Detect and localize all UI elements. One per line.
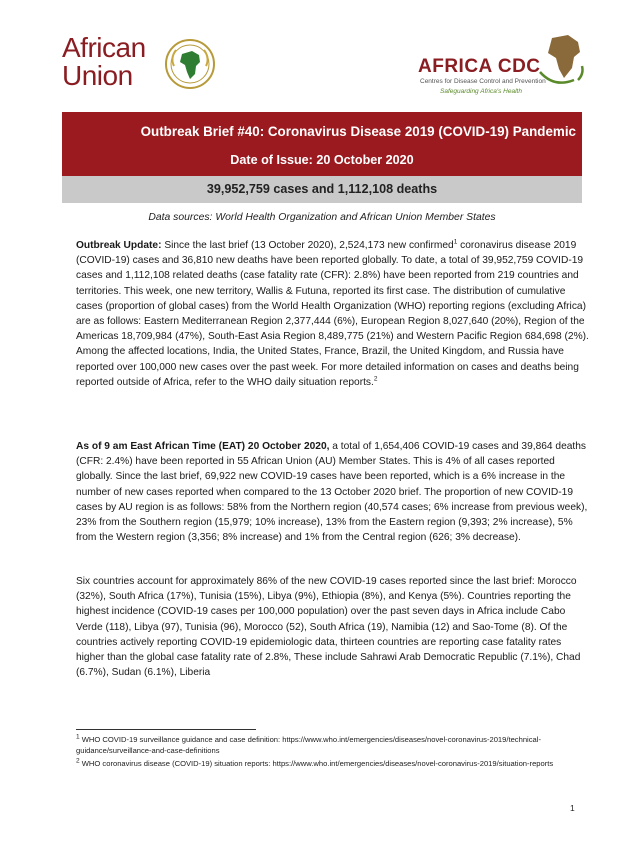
cdc-name: AFRICA CDC (418, 56, 541, 77)
paragraph-country-breakdown: Six countries account for approximately 86% of the new COVID-19 cases reported since the last brief: Morocco (32%), South Africa (17%), Tunisia (15%), Libya (9%), Ethiopia (8%), and Kenya (5%). Countries reporting the highest incidence (COVID-19 cases per 100,000 population) over the past seven days in Africa include Cabo Verde (118), Libya (97), Tunisia (96), Morocco (52), South Africa (19), Namibia (12) and Sao-Tome (8). Of the countries actively reporting COVID-19 epidemiologic data, thirteen countries are reporting case fatality rates higher than the global case fatality rate of 2.8%, These include Sahrawi Arab Democratic Republic (7.1%), Chad (6.7%), Sudan (6.1%), Liberia (76, 576, 581, 679)
footnote-1: $^1$ WHO COVID-19 surveillance guidance and case definition: https://www.who.int/emergencies/diseases/novel-coronavirus-2019/technical-guidance/surveillance-and-case-definitions (76, 733, 541, 755)
data-sources: Data sources: World Health Organization and African Union Member States (148, 212, 496, 223)
african-union-logo (62, 34, 212, 94)
brief-title: Outbreak Brief #40: Coronavirus Disease 2019 (COVID-19) Pandemic (140, 124, 576, 139)
issue-date: Date of Issue: 20 October 2020 (230, 153, 414, 167)
paragraph-text: Since the last brief (13 October 2020), 2,524,173 new confirmed (161, 240, 454, 251)
au-emblem-icon (162, 36, 218, 92)
paragraph-text: a total of 1,654,406 COVID-19 cases and 39,864 deaths (CFR: 2.4%) have been reported in 55 African Union (AU) Member States. This is 4% of all cases reported globally. Since the last brief, 69,922 new COVID-19 cases have been reported, which is a 6% increase in the number of new cases reported when compared to the 13 October 2020 brief. The proportion of new COVID-19 cases by AU region is as follows: 58% from the Northern region (40,574 cases; 6% increase from previous week), 23% from the Southern region (15,979; 10% increase), 13% from the Eastern region (9,393; 2% increase), 5% from the Western region (3,356; 8% increase) and 1% from the Central region (626; 3% decrease). (76, 441, 588, 544)
paragraph-africa-update (76, 439, 592, 545)
footnote-ref-1[interactable]: 1 (453, 238, 458, 246)
footnote-ref-2[interactable]: 2 (373, 375, 378, 383)
paragraph-outbreak-update (76, 238, 592, 390)
global-stats: 39,952,759 cases and 1,112,108 deaths (206, 182, 438, 196)
africa-cdc-logo (418, 30, 588, 100)
paragraph-lead: As of 9 am East African Time (EAT) 20 October 2020, (76, 441, 330, 452)
footnote-divider (76, 729, 256, 730)
cdc-subtitle: Centres for Disease Control and Prevention (420, 78, 546, 85)
au-logo-word-african: African (62, 32, 146, 63)
page-number: 1 (570, 803, 575, 813)
cdc-tagline: Safeguarding Africa's Health (440, 88, 522, 95)
stats-bar (62, 176, 582, 203)
title-banner (62, 112, 582, 176)
paragraph-lead: Outbreak Update: (76, 240, 162, 251)
au-logo-word-union: Union (62, 60, 133, 91)
paragraph-text: coronavirus disease 2019 (COVID-19) cases and 36,810 new deaths have been reported globally. To date, a total of 39,952,759 COVID-19 cases and 1,112,108 related deaths (case fatality rate (CFR): 2.8%) have been reported from 219 countries and territories. This week, one new territory, Wallis & Futuna, reported its first case. The distribution of cumulative cases (proportion of global cases) from the World Health Organization (WHO) reporting regions (excluding Africa) are as follows: Eastern Mediterranean Region 2,377,444 (6%), European Region 8,027,640 (20%), Region of the Americas 18,709,984 (47%), South-East Asia Region 8,489,775 (21%) and Western Pacific Region 684,698 (2%). Among the affected locations, India, the United States, France, Brazil, the United Kingdom, and Russia have reported over 100,000 new cases over the past week. For more detailed information on cases and deaths being reported outside of Africa, refer to the WHO daily situation reports. (76, 240, 589, 388)
footnote-2: $^2$ WHO coronavirus disease (COVID-19) situation reports: https://www.who.int/emergencies/diseases/novel-coronavirus-2019/situation-reports (76, 757, 554, 768)
